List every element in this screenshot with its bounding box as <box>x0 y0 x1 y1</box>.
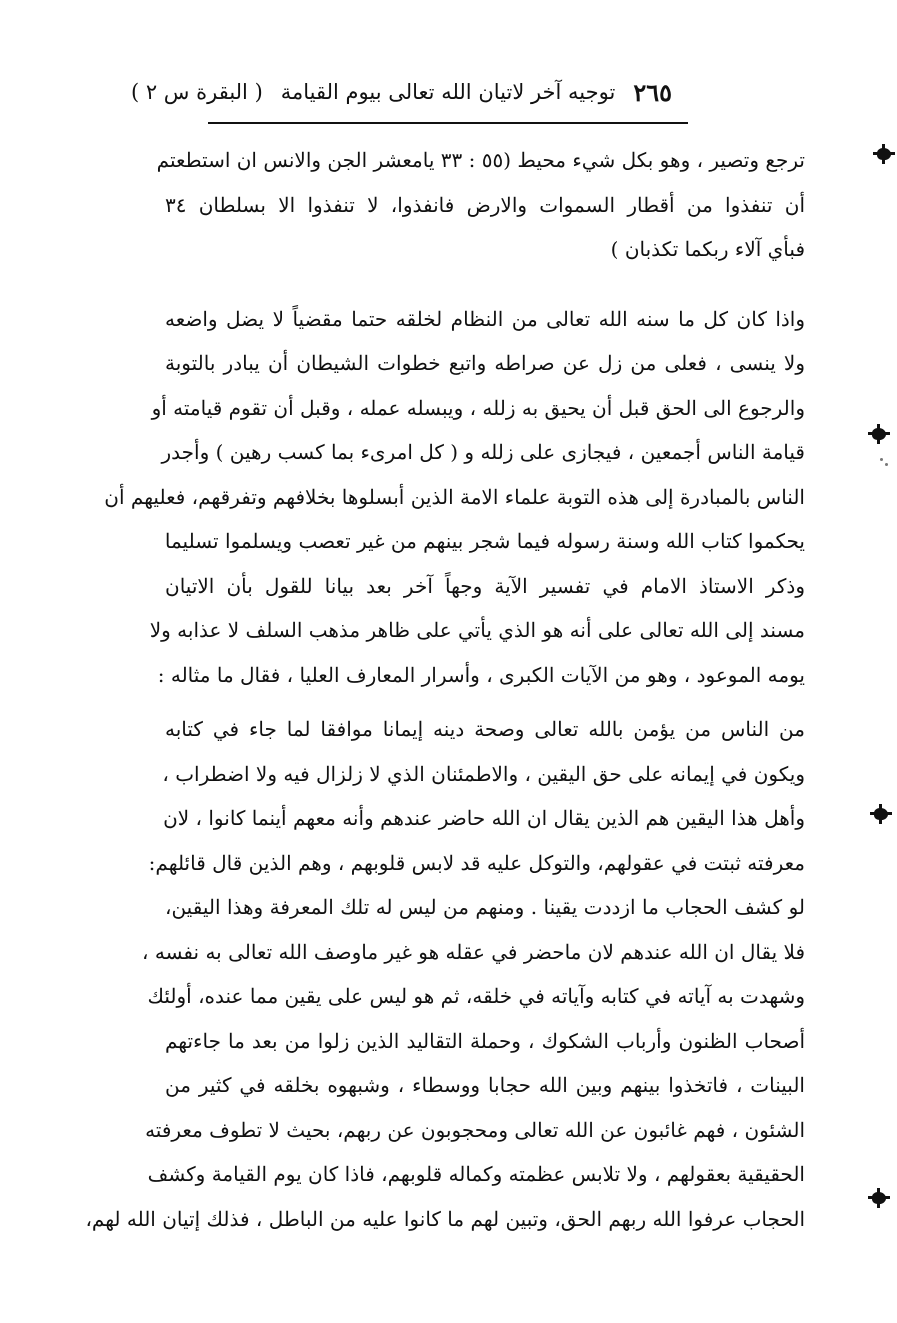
text-line: لو كشف الحجاب ما ازددت يقينا . ومنهم من ليس له تلك المعرفة وهذا اليقين، <box>165 895 805 919</box>
running-header <box>130 70 672 114</box>
text-line: وأهل هذا اليقين هم الذين يقال ان الله حاضر عندهم وأنه معهم أينما كانوا ، لان <box>163 806 805 830</box>
punch-hole-mark-icon <box>872 428 886 440</box>
header-rule <box>208 122 688 124</box>
text-line: معرفته ثبتت في عقولهم، والتوكل عليه قد لابس قلوبهم ، وهم الذين قال قائلهم: <box>148 850 805 875</box>
text-line: ترجع وتصير ، وهو بكل شيء محيط (٥٥ : ٣٣ يامعشر الجن والانس ان استطعتم <box>156 148 805 172</box>
text-line: أن تنفذوا من أقطار السموات والارض فانفذوا، لا تنفذوا الا بسلطان ٣٤ <box>165 192 805 217</box>
page-number: ٢٦٥ <box>633 77 672 107</box>
text-line: واذا كان كل ما سنه الله تعالى من النظام لخلقه حتما مقضياً لا يضل واضعه <box>165 306 805 331</box>
text-line: ولا ينسى ، فعلى من زل عن صراطه واتبع خطوات الشيطان أن يبادر بالتوبة <box>165 351 805 375</box>
text-line: يحكموا كتاب الله وسنة رسوله فيما شجر بينهم من غير تعصب ويسلموا تسليما <box>164 529 805 553</box>
text-line: من الناس من يؤمن بالله تعالى وصحة دينه إيمانا موافقا لما جاء في كتابه <box>165 717 805 741</box>
punch-hole-mark-icon <box>874 808 888 820</box>
punch-hole-mark-icon <box>872 1192 886 1204</box>
text-line: قيامة الناس أجمعين ، فيجازى على زلله و ( كل امرىء بما كسب رهين ) وأجدر <box>161 440 805 464</box>
text-line: مسند إلى الله تعالى على أنه هو الذي يأتي على ظاهر مذهب السلف لا عذابه ولا <box>149 618 805 642</box>
punch-hole-mark-icon <box>877 148 891 160</box>
text-line: وذكر الاستاذ الامام في تفسير الآية وجهاً آخر بعد بيانا للقول بأن الاتيان <box>165 573 805 598</box>
scan-speck <box>885 463 888 466</box>
text-line: أصحاب الظنون وأرباب الشكوك ، وحملة التقاليد الذين زلوا من بعد ما جاءتهم <box>165 1028 805 1053</box>
text-line: ويكون في إيمانه على حق اليقين ، والاطمئنان الذي لا زلزال فيه ولا اضطراب ، <box>162 761 805 786</box>
text-line: فبأي آلاء ربكما تكذبان ) <box>610 237 805 261</box>
text-line: يومه الموعود ، وهو من الآيات الكبرى ، وأسرار المعارف العليا ، فقال ما مثاله : <box>157 662 805 687</box>
text-line: فلا يقال ان الله عندهم لان ماحضر في عقله هو غير ماوصف الله تعالى به نفسه ، <box>142 939 805 964</box>
scan-speck <box>880 458 883 461</box>
header-title: توجيه آخر لاتيان الله تعالى بيوم القيامة <box>280 80 616 104</box>
text-line: الحجاب عرفوا الله ربهم الحق، وتبين لهم ما كانوا عليه من الباطل ، فذلك إتيان الله لهم، <box>85 1206 805 1231</box>
text-line: وشهدت به آياته في كتابه وآياته في خلقه، ثم هو ليس على يقين مما عنده، أولئك <box>147 984 805 1008</box>
body-text <box>85 138 805 1241</box>
header-reference: ( البقرة س ٢ ) <box>130 80 263 104</box>
text-line: البينات ، فاتخذوا بينهم وبين الله حجابا ووسطاء ، وشبهوه بخلقه في كثير من <box>165 1073 805 1097</box>
text-line: والرجوع الى الحق قبل أن يحيق به زلله ، ويبسله عمله ، وقبل أن تقوم قيامته أو <box>151 395 805 420</box>
text-line: الناس بالمبادرة إلى هذه التوبة علماء الامة الذين أبسلوها بخلافهم وتفرقهم، فعليهم أن <box>104 484 805 509</box>
text-line: الحقيقية بعقولهم ، ولا تلابس عظمته وكماله قلوبهم، فاذا كان يوم القيامة وكشف <box>147 1162 805 1186</box>
text-line: الشئون ، فهم غائبون عن الله تعالى ومحجوبون عن ربهم، بحيث لا تطوف معرفته <box>145 1117 805 1142</box>
